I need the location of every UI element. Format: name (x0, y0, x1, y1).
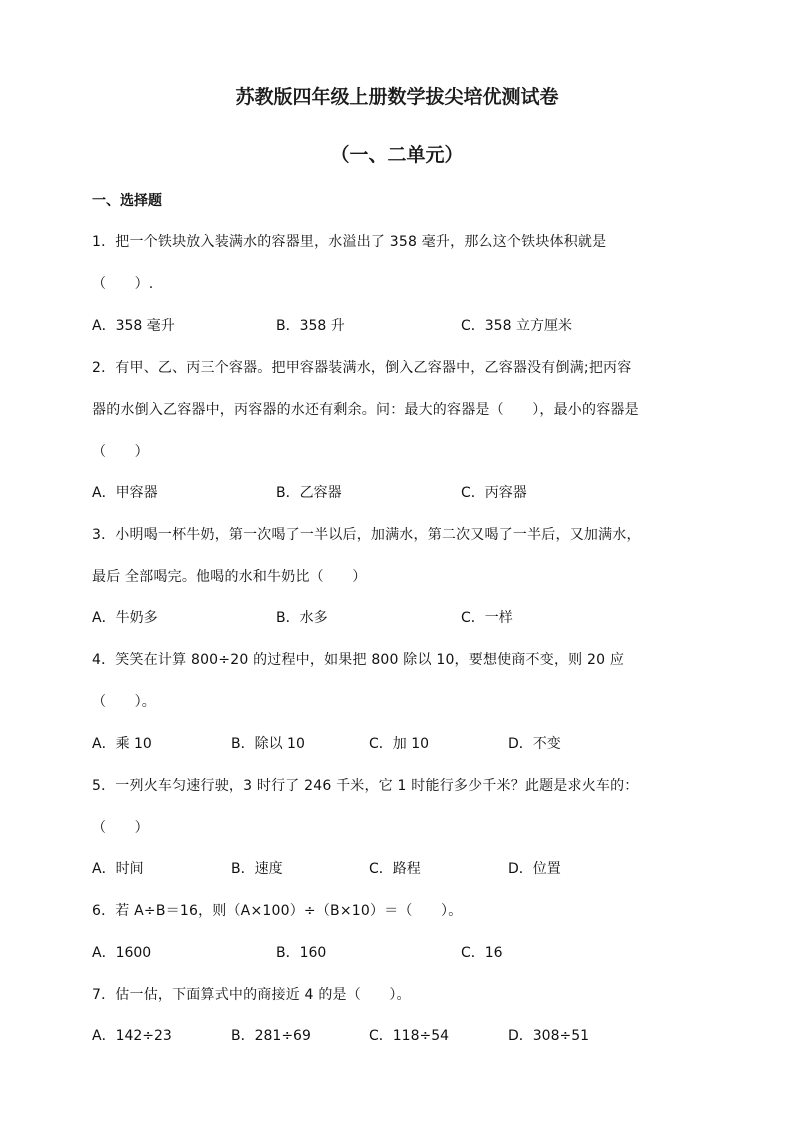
option-c[interactable]: C．丙容器 (461, 485, 527, 501)
option-a[interactable]: A．甲容器 (92, 485, 158, 501)
option-b[interactable]: B．358 升 (276, 318, 345, 334)
option-d[interactable]: D．位置 (508, 861, 561, 877)
question-text-line: 4．笑笑在计算 800÷20 的过程中，如果把 800 除以 10，要想使商不变，则 20 应 (92, 652, 625, 668)
question-text-line: 器的水倒入乙容器中，丙容器的水还有剩余。问：最大的容器是（ ），最小的容器是 (92, 402, 639, 418)
question-text-line: （ ） (92, 820, 149, 836)
option-c[interactable]: C．16 (461, 945, 503, 961)
option-b[interactable]: B．281÷69 (231, 1028, 311, 1044)
option-b[interactable]: B．速度 (231, 861, 283, 877)
option-d[interactable]: D．不变 (508, 736, 561, 752)
question-text-line: 最后 全部喝完。他喝的水和牛奶比（ ） (92, 569, 367, 585)
option-a[interactable]: A．1600 (92, 945, 152, 961)
option-b[interactable]: B．160 (276, 945, 327, 961)
option-a[interactable]: A．时间 (92, 861, 144, 877)
section-heading: 一、选择题 (92, 193, 162, 209)
page-subtitle: （一、二单元） (330, 144, 464, 166)
page-title: 苏教版四年级上册数学拔尖培优测试卷 (235, 86, 559, 108)
option-a[interactable]: A．358 毫升 (92, 318, 175, 334)
option-b[interactable]: B．乙容器 (276, 485, 342, 501)
question-text-line: 7．估一估，下面算式中的商接近 4 的是（ ）。 (92, 987, 411, 1003)
option-a[interactable]: A．乘 10 (92, 736, 152, 752)
question-text-line: （ ）。 (92, 694, 156, 710)
question-text-line: 1．把一个铁块放入装满水的容器里，水溢出了 358 毫升，那么这个铁块体积就是 (92, 234, 607, 250)
option-b[interactable]: B．除以 10 (231, 736, 305, 752)
option-a[interactable]: A．142÷23 (92, 1028, 172, 1044)
question-text-line: 2．有甲、乙、丙三个容器。把甲容器装满水，倒入乙容器中，乙容器没有倒满;把丙容 (92, 360, 632, 376)
question-text-line: （ ） (92, 444, 149, 460)
option-c[interactable]: C．加 10 (369, 736, 430, 752)
option-c[interactable]: C．118÷54 (369, 1028, 450, 1044)
question-text-line: 3．小明喝一杯牛奶，第一次喝了一半以后，加满水，第二次又喝了一半后，又加满水， (92, 527, 641, 543)
option-c[interactable]: C．路程 (369, 861, 421, 877)
question-text-line: （ ）. (92, 276, 154, 292)
question-text-line: 5．一列火车匀速行驶，3 时行了 246 千米，它 1 时能行多少千米？此题是求火车的： (92, 778, 639, 794)
option-d[interactable]: D．308÷51 (508, 1028, 590, 1044)
option-a[interactable]: A．牛奶多 (92, 610, 158, 626)
option-c[interactable]: C．一样 (461, 610, 513, 626)
option-c[interactable]: C．358 立方厘米 (461, 318, 572, 334)
option-b[interactable]: B．水多 (276, 610, 328, 626)
question-text-line: 6．若 A÷B＝16，则（A×100）÷（B×10）＝（ ）。 (92, 903, 463, 919)
